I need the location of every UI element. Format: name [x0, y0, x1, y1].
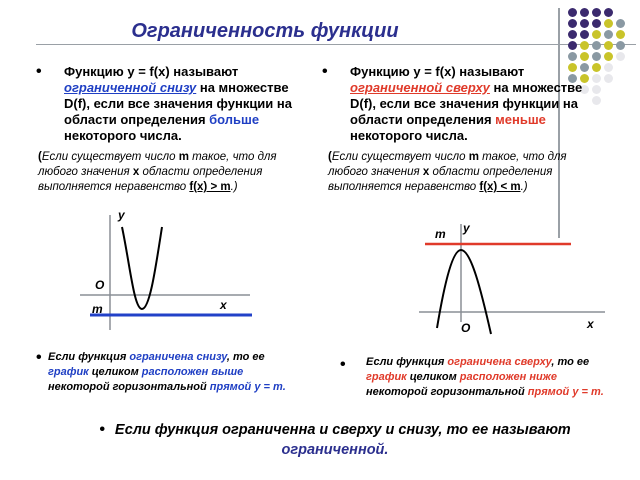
right-note-paren: ( [328, 151, 332, 163]
decor-dot [604, 52, 613, 61]
conclusion-line-2: ограниченной. [281, 442, 389, 458]
decor-dot [604, 63, 613, 72]
left-note-paren: ( [38, 151, 42, 163]
bullet-icon: • [340, 356, 346, 373]
right-y-label: y [463, 221, 470, 235]
right-x-label: x [587, 317, 594, 331]
right-def-keyword: меньше [495, 112, 546, 127]
decor-dot [568, 8, 577, 17]
decor-dot [592, 41, 601, 50]
right-note-inequality: f(x) < m [479, 181, 521, 193]
right-note-m: m [468, 151, 479, 163]
decor-horizontal-line [36, 44, 636, 45]
decor-dot [580, 19, 589, 28]
page-title: Ограниченность функции [131, 20, 399, 42]
left-note-close: .) [230, 181, 238, 193]
left-x-label: x [220, 298, 227, 312]
decor-dot [592, 19, 601, 28]
left-y-label: y [118, 208, 125, 222]
decor-dot [604, 19, 613, 28]
right-definition [322, 64, 602, 195]
decor-dot [580, 30, 589, 39]
bullet-icon: • [36, 63, 42, 80]
right-graph [415, 220, 610, 338]
left-note [38, 150, 306, 195]
decor-dot [568, 41, 577, 50]
decor-dot [592, 8, 601, 17]
decor-dot [568, 30, 577, 39]
left-bottom-text-4: некоторой горизонтальной [48, 381, 210, 393]
left-bottom-text-5: y = m. [251, 381, 286, 393]
right-note-close: .) [520, 181, 528, 193]
left-def-text-3: некоторого числа. [64, 128, 182, 143]
right-note-x: x [422, 166, 430, 178]
left-function-curve [122, 227, 162, 309]
right-def-text-2: на множестве D(f), если все значения функции на области определения [350, 80, 583, 127]
right-note-text-2: такое, что для любого значения [328, 151, 567, 178]
left-bottom-hl-4: прямой [209, 381, 252, 393]
decor-dot [568, 19, 577, 28]
left-def-keyword: больше [209, 112, 260, 127]
right-note-text-3: области определения выполняется неравенство [328, 166, 553, 193]
left-note-text-2: такое, что для любого значения [38, 151, 277, 178]
right-bottom-hl-2: график [366, 371, 407, 383]
left-bottom-text-1: Если функция [48, 351, 130, 363]
decor-dot [604, 30, 613, 39]
decor-dot [568, 52, 577, 61]
right-bottom-text-3: целиком [406, 371, 460, 383]
right-bottom-hl-1: ограничена сверху [447, 356, 552, 368]
right-bottom-text-4: некоторой горизонтальной [366, 386, 528, 398]
left-def-text-2: на множестве D(f), если все значения функции на области определения [64, 80, 292, 127]
conclusion [60, 420, 610, 460]
decor-dot [604, 74, 613, 83]
left-bottom-hl-3: расположен выше [141, 366, 244, 378]
left-note-text-1: Если существует число [41, 151, 179, 163]
decor-dot [616, 41, 625, 50]
decor-dot [616, 52, 625, 61]
bullet-icon: • [36, 349, 42, 366]
right-origin-label: O [461, 321, 471, 335]
left-note-inequality: f(x) > m [189, 181, 231, 193]
right-note-text-1: Если существует число [331, 151, 469, 163]
left-bottom-note [36, 350, 296, 395]
left-m-label: m [92, 302, 103, 316]
left-bottom-text-3: целиком [88, 366, 142, 378]
left-note-text-3: области определения выполняется неравенство [38, 166, 263, 193]
decor-dot [604, 41, 613, 50]
left-def-text-1: Функцию y = f(x) называют [64, 64, 239, 79]
left-bottom-hl-2: график [48, 366, 89, 378]
left-definition [36, 64, 306, 195]
right-note [328, 150, 602, 195]
conclusion-line-1: Если функция ограниченна и сверху и снизу, то ее называют [114, 422, 571, 438]
left-note-x: x [132, 166, 140, 178]
left-origin-label: O [95, 278, 105, 292]
decor-dot [604, 8, 613, 17]
left-def-term: ограниченной снизу [64, 80, 197, 95]
left-bottom-hl-1: ограничена снизу [129, 351, 227, 363]
right-bottom-text-5: y = m. [569, 386, 604, 398]
left-bottom-text-2: , то ее [226, 351, 265, 363]
decor-dot [592, 52, 601, 61]
decor-dot [580, 8, 589, 17]
right-def-term: ограниченной сверху [350, 80, 490, 95]
right-bottom-note [340, 355, 610, 400]
right-def-text-3: некоторого числа. [350, 128, 468, 143]
decor-dot [616, 30, 625, 39]
right-def-text-1: Функцию y = f(x) называют [350, 64, 525, 79]
right-bottom-hl-3: расположен ниже [459, 371, 557, 383]
bullet-icon: • [99, 421, 105, 438]
left-graph [70, 205, 260, 340]
decor-dot [580, 41, 589, 50]
decor-dot [616, 19, 625, 28]
decor-dot [592, 30, 601, 39]
bullet-icon: • [322, 63, 328, 80]
right-m-label: m [435, 227, 446, 241]
left-note-m: m [178, 151, 189, 163]
right-bottom-text-2: , то ее [551, 356, 590, 368]
decor-dot [580, 52, 589, 61]
right-bottom-hl-4: прямой [527, 386, 570, 398]
right-bottom-text-1: Если функция [366, 356, 448, 368]
